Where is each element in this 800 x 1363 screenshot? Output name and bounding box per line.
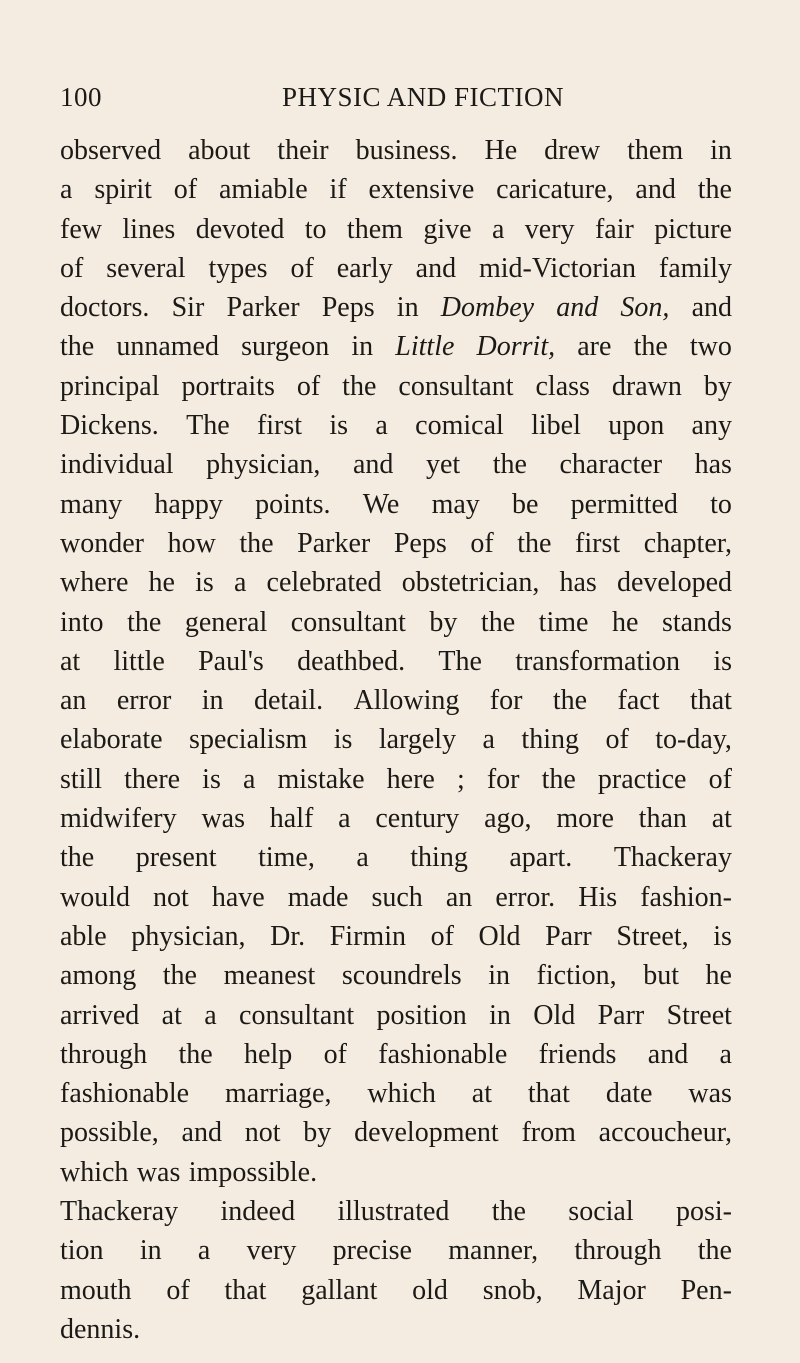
word: marriage, — [224, 1078, 332, 1110]
word: was — [688, 1078, 732, 1110]
word: consultant — [398, 370, 514, 402]
word: first — [256, 410, 303, 442]
word: help — [244, 1038, 293, 1070]
word: unnamed — [116, 331, 219, 363]
word: and — [647, 1038, 689, 1070]
word: the — [480, 606, 516, 638]
word: The — [186, 410, 230, 442]
word: the — [541, 763, 576, 795]
word: the — [517, 527, 552, 559]
word: mistake — [277, 763, 365, 795]
word: extensive — [368, 174, 475, 206]
text-line — [60, 445, 732, 484]
text-line — [60, 720, 732, 759]
text-line — [60, 681, 732, 720]
text-line — [60, 996, 732, 1035]
word: and — [352, 449, 394, 481]
text-line — [60, 1231, 732, 1270]
word: at — [60, 645, 81, 677]
word: posi- — [675, 1196, 732, 1228]
word: is — [333, 724, 353, 756]
word: Parr — [597, 999, 645, 1031]
word: ; — [456, 763, 465, 795]
word: any — [691, 410, 732, 442]
word: Dr. — [270, 920, 306, 952]
word: comical — [415, 410, 504, 442]
word: through — [574, 1235, 662, 1267]
word: fashionable — [60, 1078, 190, 1110]
word: consultant — [239, 999, 355, 1031]
word: libel — [531, 410, 581, 442]
word: arrived — [60, 999, 140, 1031]
word: in — [488, 960, 510, 992]
body-text — [60, 131, 732, 1349]
word: chapter, — [643, 527, 732, 559]
word: class — [535, 370, 590, 402]
text-line — [60, 327, 732, 366]
word: physician, — [131, 920, 246, 952]
word: doctors. — [60, 292, 150, 324]
word: by — [703, 370, 732, 402]
word: is — [329, 410, 349, 442]
word: in — [489, 999, 511, 1031]
word: deathbed. — [297, 645, 406, 677]
word: the — [60, 842, 95, 874]
word: social — [568, 1196, 634, 1228]
word: largely — [378, 724, 457, 756]
word: and — [635, 174, 676, 206]
text-line — [60, 1035, 732, 1074]
word: character — [559, 449, 663, 481]
word: Parker — [297, 527, 371, 559]
word: give — [423, 213, 472, 245]
word: Son, — [620, 292, 670, 324]
word: the — [162, 960, 197, 992]
word: mid-Victorian — [479, 252, 636, 284]
word: scoundrels — [341, 960, 462, 992]
word: transformation — [515, 645, 681, 677]
word: thing — [410, 842, 468, 874]
word: he — [611, 606, 639, 638]
word: Parr — [545, 920, 592, 952]
word: apart. — [509, 842, 573, 874]
text-line — [60, 485, 732, 524]
word: a — [60, 174, 73, 206]
word: time, — [258, 842, 315, 874]
word: that — [224, 1274, 267, 1306]
word: their — [277, 135, 329, 166]
word: a — [482, 724, 495, 756]
word: very — [524, 213, 575, 245]
word: in — [396, 292, 419, 324]
word: the — [492, 449, 527, 481]
word: Thackeray — [613, 842, 732, 874]
word: half — [269, 803, 314, 835]
word: a — [204, 999, 217, 1031]
word: several — [106, 252, 186, 284]
word: little — [113, 645, 165, 677]
word: of — [290, 252, 314, 284]
word: century — [375, 803, 460, 835]
word: meanest — [223, 960, 316, 992]
word: many — [60, 488, 123, 520]
text-line — [60, 367, 732, 406]
word: at — [711, 803, 732, 835]
word: fashion- — [640, 881, 732, 913]
word: and — [691, 292, 732, 324]
word: permitted — [570, 488, 678, 520]
word: consultant — [290, 606, 406, 638]
word: mouth — [60, 1274, 132, 1306]
word: upon — [608, 410, 665, 442]
word: Parker — [226, 292, 300, 324]
word: the — [552, 685, 588, 717]
text-line — [60, 563, 732, 602]
text-line — [60, 524, 732, 563]
word: to — [710, 488, 732, 520]
word: Peps — [393, 527, 447, 559]
word: error — [116, 685, 172, 717]
text-line — [60, 760, 732, 799]
word: Sir — [171, 292, 205, 324]
word: lines — [122, 213, 176, 245]
word: indeed — [220, 1196, 296, 1228]
word: Paul's — [198, 645, 264, 677]
word: a — [491, 213, 505, 245]
word: accoucheur, — [598, 1117, 732, 1149]
word: is — [195, 567, 214, 599]
word: Old — [478, 920, 521, 952]
word: Pen- — [680, 1274, 732, 1306]
text-line — [60, 878, 732, 917]
text-line — [60, 131, 732, 170]
word: was — [136, 1156, 181, 1188]
word: few — [60, 213, 102, 245]
word: very — [246, 1235, 297, 1267]
word: such — [371, 881, 423, 913]
word: of — [430, 920, 454, 952]
text-line — [60, 1271, 732, 1310]
word: a — [719, 1038, 732, 1070]
word: a — [233, 567, 247, 599]
word: not — [153, 881, 189, 913]
word: fiction, — [536, 960, 617, 992]
word: to — [304, 213, 327, 245]
word: thing — [521, 724, 579, 756]
word: may — [431, 488, 480, 520]
word: detail. — [253, 685, 324, 717]
word: Street, — [616, 920, 689, 952]
word: amiable — [219, 174, 308, 206]
word: date — [605, 1078, 653, 1110]
running-title: PHYSIC AND FICTION — [282, 82, 565, 112]
word: time — [538, 606, 589, 638]
word: Little — [395, 331, 455, 363]
word: fact — [617, 685, 660, 717]
word: general — [184, 606, 268, 638]
word: caricature, — [496, 174, 614, 206]
word: portraits — [181, 370, 275, 402]
word: happy — [154, 488, 223, 520]
word: be — [511, 488, 539, 520]
word: picture — [654, 213, 732, 245]
word: ago, — [484, 803, 532, 835]
word: old — [412, 1274, 448, 1306]
word: development — [354, 1117, 499, 1149]
word: is — [202, 763, 221, 795]
word: he — [148, 567, 175, 599]
text-line — [60, 917, 732, 956]
word: made — [287, 881, 349, 913]
word: the — [633, 331, 668, 363]
word: Firmin — [329, 920, 406, 952]
word: of — [470, 527, 494, 559]
word: and — [415, 252, 457, 284]
word: early — [336, 252, 393, 284]
word: stands — [661, 606, 732, 638]
text-line — [60, 956, 732, 995]
word: the — [491, 1196, 526, 1228]
word: physician, — [206, 449, 321, 481]
word: the — [697, 1235, 732, 1267]
word: them — [627, 135, 684, 166]
word: if — [329, 174, 347, 206]
word: two — [689, 331, 732, 363]
text-line — [60, 406, 732, 445]
word: to-day, — [655, 724, 732, 756]
word: wonder — [60, 527, 144, 559]
word: by — [303, 1117, 332, 1149]
word: the — [239, 527, 274, 559]
word: he — [705, 960, 732, 992]
word: there — [124, 763, 181, 795]
word: an — [60, 685, 87, 717]
word: obstetrician, — [401, 567, 540, 599]
word: elaborate — [60, 724, 163, 756]
word: position — [376, 999, 467, 1031]
word: an — [445, 881, 473, 913]
text-line — [60, 642, 732, 681]
word: the — [342, 370, 377, 402]
word: more — [556, 803, 614, 835]
word: for — [486, 763, 520, 795]
word: impossible. — [188, 1156, 318, 1188]
word: not — [244, 1117, 281, 1149]
word: which — [367, 1078, 436, 1110]
word: how — [167, 527, 216, 559]
word: but — [643, 960, 679, 992]
text-line — [60, 170, 732, 209]
text-line — [60, 1074, 732, 1113]
word: for — [489, 685, 523, 717]
word: has — [694, 449, 732, 481]
word: Dorrit, — [476, 331, 556, 363]
word: business. — [355, 135, 458, 166]
word: Peps — [321, 292, 375, 324]
word: in — [351, 331, 374, 363]
running-header — [60, 82, 732, 116]
word: of — [708, 763, 732, 795]
word: The — [438, 645, 482, 677]
word: have — [211, 881, 265, 913]
word: illustrated — [337, 1196, 450, 1228]
word: that — [527, 1078, 570, 1110]
word: where — [60, 567, 129, 599]
word: still — [60, 763, 103, 795]
word: through — [60, 1038, 148, 1070]
word: Major — [577, 1274, 646, 1306]
word: the — [60, 331, 95, 363]
word: in — [139, 1235, 162, 1267]
word: which — [60, 1156, 129, 1188]
word: at — [161, 999, 182, 1031]
word: developed — [616, 567, 732, 599]
text-line — [60, 1113, 732, 1152]
word: drawn — [611, 370, 682, 402]
word: in — [201, 685, 224, 717]
word: into — [60, 606, 104, 638]
word: about — [188, 135, 251, 166]
word: first — [575, 527, 621, 559]
word: of — [173, 174, 198, 206]
word: dennis. — [60, 1313, 141, 1345]
word: types — [208, 252, 268, 284]
word: and — [556, 292, 599, 324]
word: has — [559, 567, 597, 599]
word: individual — [60, 449, 174, 481]
word: is — [713, 645, 732, 677]
text-line — [60, 799, 732, 838]
word: than — [638, 803, 687, 835]
text-line — [60, 1310, 732, 1349]
word: a — [375, 410, 388, 442]
word: of — [166, 1274, 190, 1306]
word: of — [296, 370, 321, 402]
word: by — [429, 606, 458, 638]
word: gallant — [301, 1274, 378, 1306]
word: points. — [255, 488, 331, 520]
word: of — [60, 252, 84, 284]
page-number: 100 — [60, 82, 102, 112]
word: of — [605, 724, 629, 756]
text-line — [60, 603, 732, 642]
word: among — [60, 960, 137, 992]
word: observed — [60, 135, 162, 166]
word: fair — [594, 213, 634, 245]
word: precise — [332, 1235, 412, 1267]
word: Street — [666, 999, 732, 1031]
word: here — [386, 763, 435, 795]
word: a — [197, 1235, 211, 1267]
word: that — [689, 685, 732, 717]
word: the — [178, 1038, 213, 1070]
word: and — [181, 1117, 222, 1149]
text-line — [60, 1192, 732, 1231]
word: Dombey — [440, 292, 535, 324]
text-line — [60, 249, 732, 288]
word: drew — [544, 135, 601, 166]
word: was — [201, 803, 245, 835]
word: surgeon — [241, 331, 330, 363]
word: is — [713, 920, 732, 952]
word: practice — [597, 763, 687, 795]
word: snob, — [482, 1274, 543, 1306]
word: would — [60, 881, 130, 913]
word: celebrated — [266, 567, 382, 599]
word: from — [521, 1117, 576, 1149]
word: Allowing — [353, 685, 460, 717]
word: in — [710, 135, 732, 166]
text-line — [60, 838, 732, 877]
word: are — [577, 331, 612, 363]
word: He — [484, 135, 518, 166]
word: a — [242, 763, 256, 795]
word: a — [356, 842, 369, 874]
word: specialism — [189, 724, 308, 756]
word: Thackeray — [60, 1196, 179, 1228]
word: present — [135, 842, 217, 874]
word: the — [697, 174, 732, 206]
word: His — [578, 881, 618, 913]
word: yet — [425, 449, 461, 481]
word: devoted — [195, 213, 285, 245]
word: tion — [60, 1235, 104, 1267]
word: able — [60, 920, 107, 952]
text-line — [60, 210, 732, 249]
word: manner, — [448, 1235, 539, 1267]
word: Dickens. — [60, 410, 159, 442]
word: possible, — [60, 1117, 159, 1149]
word: friends — [538, 1038, 617, 1070]
word: principal — [60, 370, 160, 402]
word: We — [362, 488, 400, 520]
word: family — [658, 252, 732, 284]
text-line — [60, 288, 732, 327]
text-line — [60, 1153, 732, 1192]
word: fashionable — [378, 1038, 508, 1070]
word: at — [471, 1078, 492, 1110]
word: a — [338, 803, 351, 835]
word: Old — [533, 999, 576, 1031]
word: midwifery — [60, 803, 177, 835]
word: of — [323, 1038, 347, 1070]
word: spirit — [94, 174, 152, 206]
word: error. — [495, 881, 556, 913]
word: the — [127, 606, 162, 638]
word: them — [346, 213, 403, 245]
